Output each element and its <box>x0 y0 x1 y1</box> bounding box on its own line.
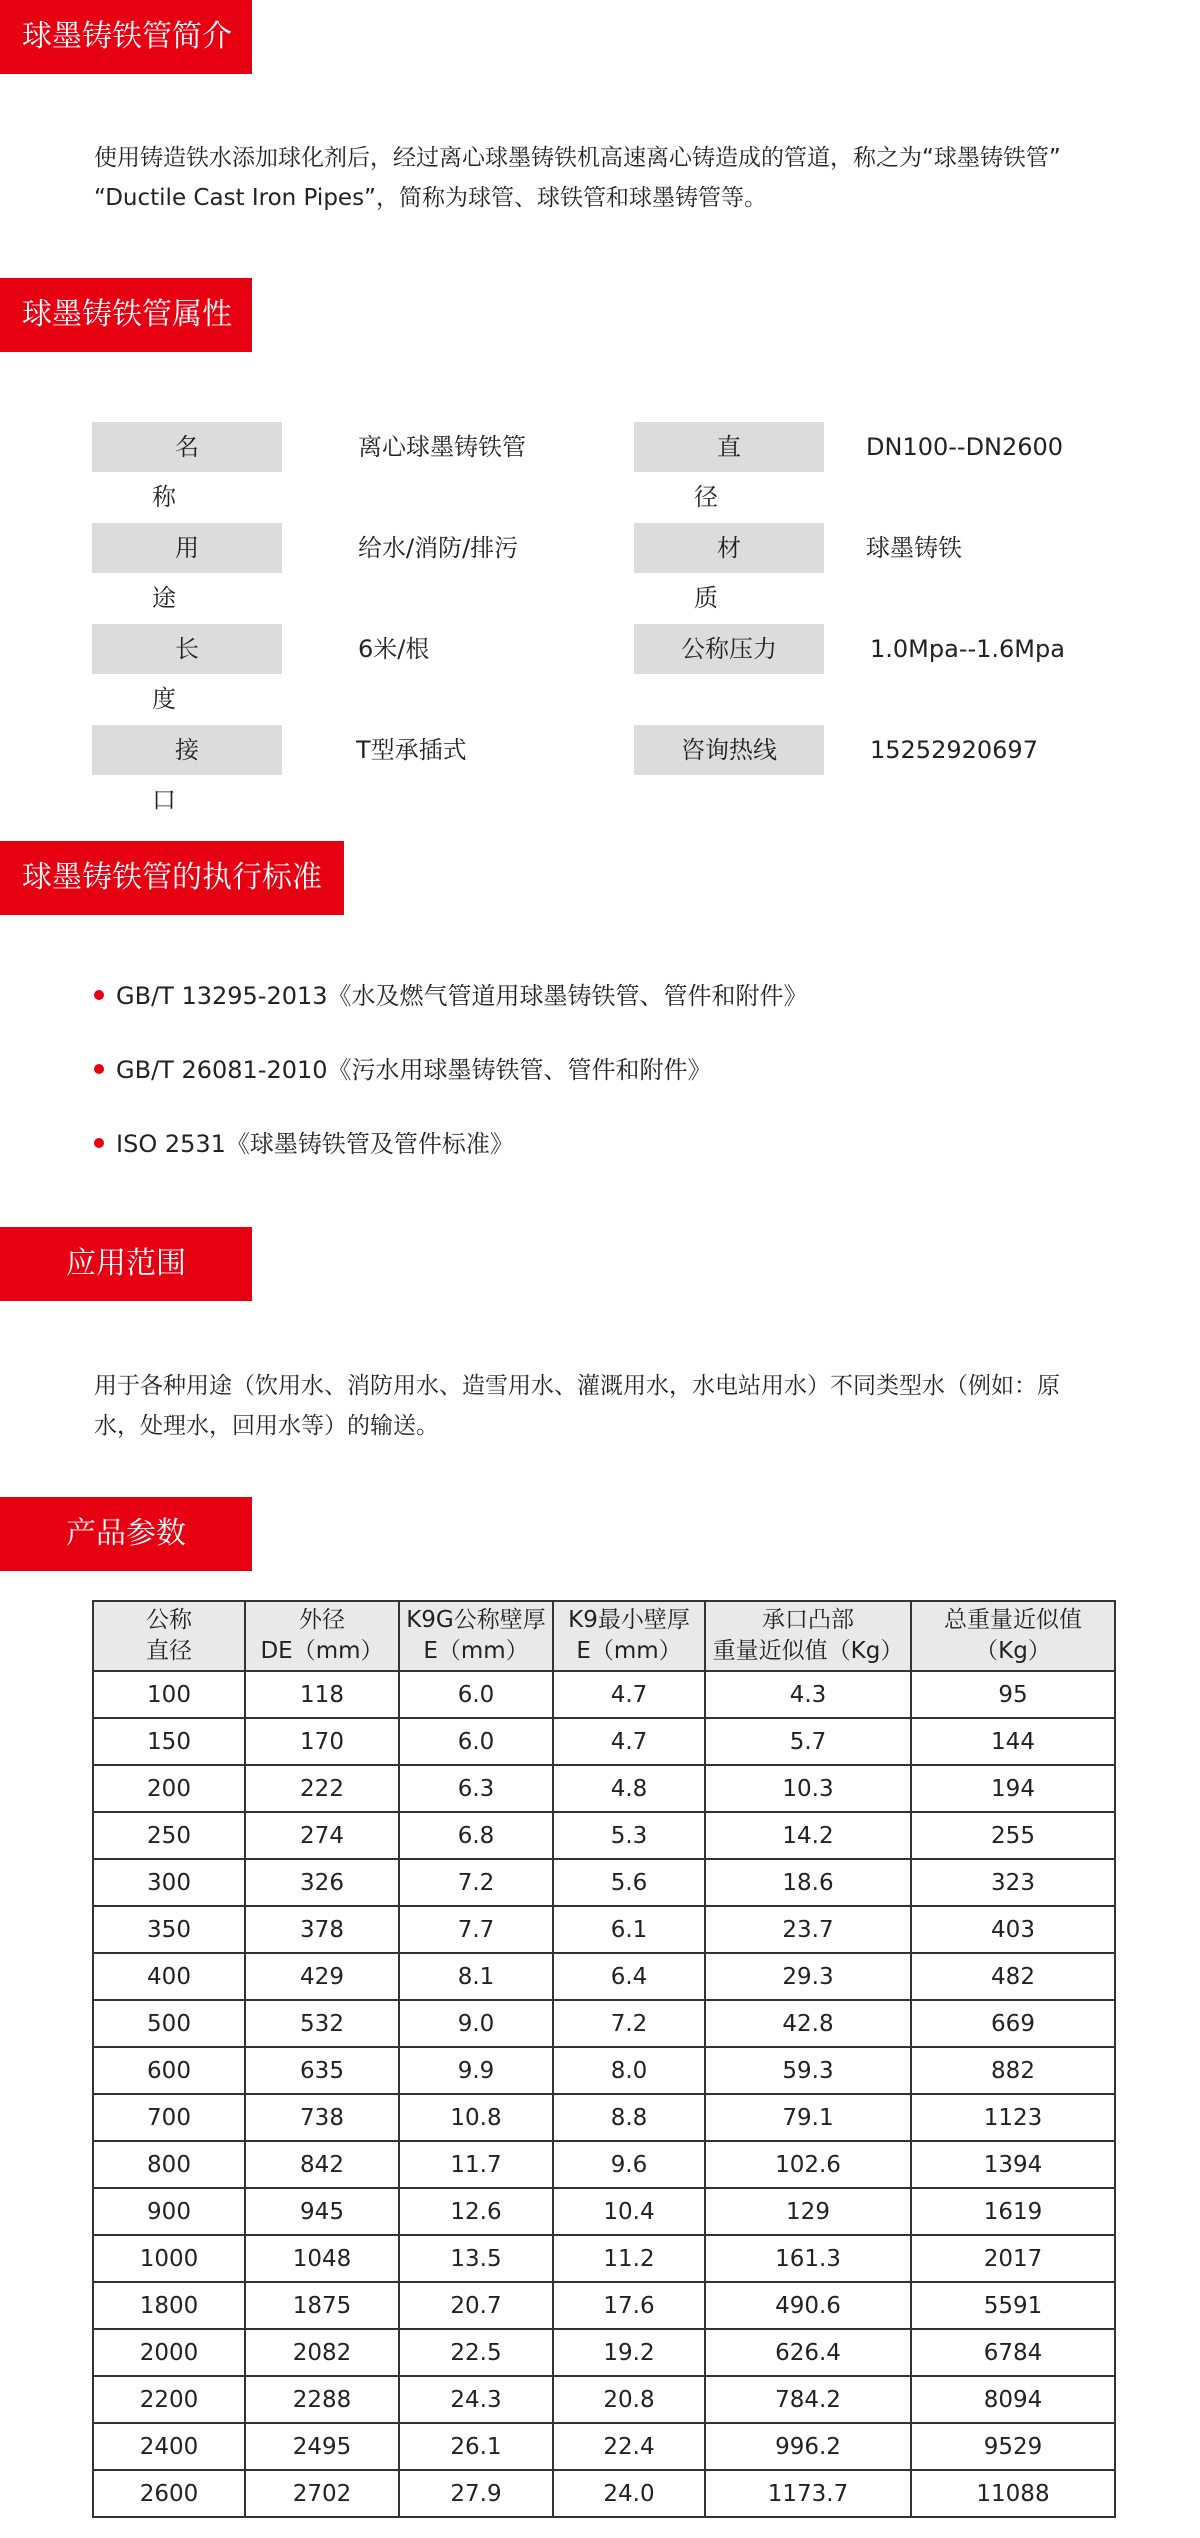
table-cell: 19.2 <box>553 2329 705 2376</box>
application-line-1: 用于各种用途（饮用水、消防用水、造雪用水、灌溉用水，水电站用水）不同类型水（例如：原 <box>94 1373 1060 1399</box>
column-header: 外径 DE（mm） <box>245 1601 399 1671</box>
table-cell: 4.7 <box>553 1718 705 1765</box>
table-cell: 29.3 <box>705 1953 911 2000</box>
table-cell: 10.4 <box>553 2188 705 2235</box>
attr-label-pressure: 公称压力 <box>634 624 824 674</box>
attr-label-joint: 接 口 <box>92 725 282 775</box>
attr-value-material: 球墨铸铁 <box>866 534 962 562</box>
attr-value-diameter: DN100--DN2600 <box>866 433 1064 461</box>
table-cell: 8.1 <box>399 1953 553 2000</box>
table-cell: 22.4 <box>553 2423 705 2470</box>
table-cell: 482 <box>911 1953 1115 2000</box>
table-cell: 996.2 <box>705 2423 911 2470</box>
section-header-intro: 球墨铸铁管简介 <box>0 0 252 74</box>
table-row <box>93 2282 1115 2329</box>
table-cell: 102.6 <box>705 2141 911 2188</box>
table-cell: 4.7 <box>553 1671 705 1718</box>
table-cell: 6.0 <box>399 1671 553 1718</box>
table-row <box>93 1718 1115 1765</box>
table-row <box>93 1953 1115 2000</box>
table-cell: 490.6 <box>705 2282 911 2329</box>
table-cell: 6.1 <box>553 1906 705 1953</box>
table-row <box>93 2423 1115 2470</box>
table-cell: 1875 <box>245 2282 399 2329</box>
intro-line-1: 使用铸造铁水添加球化剂后，经过离心球墨铸铁机高速离心铸造成的管道，称之为“球墨铸铁管” <box>94 145 1061 171</box>
table-cell: 17.6 <box>553 2282 705 2329</box>
table-cell: 9.6 <box>553 2141 705 2188</box>
column-header: 承口凸部 重量近似值（Kg） <box>705 1601 911 1671</box>
table-row <box>93 1906 1115 1953</box>
table-row <box>93 2000 1115 2047</box>
table-cell: 9.0 <box>399 2000 553 2047</box>
table-cell: 6.0 <box>399 1718 553 1765</box>
attr-label-diameter: 直 径 <box>634 422 824 472</box>
table-row <box>93 1765 1115 1812</box>
table-cell: 13.5 <box>399 2235 553 2282</box>
table-cell: 24.0 <box>553 2470 705 2517</box>
table-cell: 6784 <box>911 2329 1115 2376</box>
attr-value-length: 6米/根 <box>358 635 430 663</box>
table-cell: 2495 <box>245 2423 399 2470</box>
attr-value-name: 离心球墨铸铁管 <box>358 433 526 461</box>
section-header-standards: 球墨铸铁管的执行标准 <box>0 841 344 915</box>
table-cell: 6.8 <box>399 1812 553 1859</box>
table-row <box>93 1859 1115 1906</box>
table-cell: 18.6 <box>705 1859 911 1906</box>
table-cell: 600 <box>93 2047 245 2094</box>
table-cell: 274 <box>245 1812 399 1859</box>
table-cell: 100 <box>93 1671 245 1718</box>
table-row <box>93 2329 1115 2376</box>
table-cell: 800 <box>93 2141 245 2188</box>
table-cell: 300 <box>93 1859 245 1906</box>
table-header-row <box>93 1601 1115 1671</box>
section-header-parameters: 产品参数 <box>0 1497 252 1571</box>
table-cell: 4.3 <box>705 1671 911 1718</box>
table-cell: 11.7 <box>399 2141 553 2188</box>
table-cell: 4.8 <box>553 1765 705 1812</box>
intro-paragraph <box>94 138 1124 218</box>
table-cell: 2082 <box>245 2329 399 2376</box>
attr-label-length: 长 度 <box>92 624 282 674</box>
table-cell: 10.8 <box>399 2094 553 2141</box>
table-cell: 626.4 <box>705 2329 911 2376</box>
table-cell: 1394 <box>911 2141 1115 2188</box>
attr-label-hotline: 咨询热线 <box>634 725 824 775</box>
parameters-table <box>92 1600 1116 2518</box>
bullet-icon <box>94 1064 104 1074</box>
table-cell: 350 <box>93 1906 245 1953</box>
attr-value-pressure: 1.0Mpa--1.6Mpa <box>870 635 1065 663</box>
table-cell: 9529 <box>911 2423 1115 2470</box>
table-cell: 1000 <box>93 2235 245 2282</box>
application-line-2: 水，处理水，回用水等）的输送。 <box>94 1413 439 1439</box>
column-header: 公称 直径 <box>93 1601 245 1671</box>
table-cell: 12.6 <box>399 2188 553 2235</box>
table-cell: 10.3 <box>705 1765 911 1812</box>
table-cell: 22.5 <box>399 2329 553 2376</box>
table-cell: 1800 <box>93 2282 245 2329</box>
table-cell: 5591 <box>911 2282 1115 2329</box>
table-cell: 11088 <box>911 2470 1115 2517</box>
table-cell: 250 <box>93 1812 245 1859</box>
table-cell: 7.7 <box>399 1906 553 1953</box>
table-cell: 118 <box>245 1671 399 1718</box>
table-cell: 8.0 <box>553 2047 705 2094</box>
table-row <box>93 2188 1115 2235</box>
table-cell: 9.9 <box>399 2047 553 2094</box>
table-cell: 7.2 <box>553 2000 705 2047</box>
attr-value-hotline[interactable]: 15252920697 <box>870 736 1038 764</box>
table-row <box>93 1671 1115 1718</box>
table-cell: 8.8 <box>553 2094 705 2141</box>
table-row <box>93 2094 1115 2141</box>
table-cell: 400 <box>93 1953 245 2000</box>
table-cell: 882 <box>911 2047 1115 2094</box>
table-cell: 700 <box>93 2094 245 2141</box>
table-cell: 5.6 <box>553 1859 705 1906</box>
standard-text: GB/T 26081-2010《污水用球墨铸铁管、管件和附件》 <box>116 1056 712 1084</box>
standard-item <box>94 1050 712 1090</box>
table-cell: 945 <box>245 2188 399 2235</box>
standard-text: GB/T 13295-2013《水及燃气管道用球墨铸铁管、管件和附件》 <box>116 982 808 1010</box>
table-cell: 842 <box>245 2141 399 2188</box>
table-cell: 2400 <box>93 2423 245 2470</box>
section-header-properties: 球墨铸铁管属性 <box>0 278 252 352</box>
table-cell: 784.2 <box>705 2376 911 2423</box>
table-cell: 20.8 <box>553 2376 705 2423</box>
table-cell: 2017 <box>911 2235 1115 2282</box>
bullet-icon <box>94 990 104 1000</box>
table-cell: 900 <box>93 2188 245 2235</box>
intro-line-2: “Ductile Cast Iron Pipes”，简称为球管、球铁管和球墨铸管等。 <box>94 185 767 211</box>
table-cell: 200 <box>93 1765 245 1812</box>
table-cell: 24.3 <box>399 2376 553 2423</box>
bullet-icon <box>94 1138 104 1148</box>
table-row <box>93 2047 1115 2094</box>
attr-label-name: 名 称 <box>92 422 282 472</box>
table-cell: 59.3 <box>705 2047 911 2094</box>
table-cell: 1619 <box>911 2188 1115 2235</box>
table-cell: 2702 <box>245 2470 399 2517</box>
table-cell: 255 <box>911 1812 1115 1859</box>
table-cell: 738 <box>245 2094 399 2141</box>
section-header-application: 应用范围 <box>0 1227 252 1301</box>
application-paragraph <box>94 1366 1124 1446</box>
table-cell: 532 <box>245 2000 399 2047</box>
table-cell: 5.7 <box>705 1718 911 1765</box>
table-row <box>93 2376 1115 2423</box>
table-cell: 27.9 <box>399 2470 553 2517</box>
table-cell: 2600 <box>93 2470 245 2517</box>
table-cell: 11.2 <box>553 2235 705 2282</box>
table-cell: 323 <box>911 1859 1115 1906</box>
table-cell: 5.3 <box>553 1812 705 1859</box>
table-cell: 79.1 <box>705 2094 911 2141</box>
attr-value-usage: 给水/消防/排污 <box>358 534 519 562</box>
table-cell: 6.3 <box>399 1765 553 1812</box>
table-cell: 222 <box>245 1765 399 1812</box>
table-row <box>93 1812 1115 1859</box>
attr-label-usage: 用 途 <box>92 523 282 573</box>
table-cell: 2288 <box>245 2376 399 2423</box>
table-cell: 23.7 <box>705 1906 911 1953</box>
table-cell: 129 <box>705 2188 911 2235</box>
table-cell: 669 <box>911 2000 1115 2047</box>
table-cell: 1123 <box>911 2094 1115 2141</box>
table-cell: 8094 <box>911 2376 1115 2423</box>
table-cell: 95 <box>911 1671 1115 1718</box>
table-cell: 42.8 <box>705 2000 911 2047</box>
table-cell: 6.4 <box>553 1953 705 2000</box>
column-header: K9G公称壁厚 E（mm） <box>399 1601 553 1671</box>
table-cell: 20.7 <box>399 2282 553 2329</box>
table-cell: 326 <box>245 1859 399 1906</box>
table-cell: 161.3 <box>705 2235 911 2282</box>
table-cell: 1048 <box>245 2235 399 2282</box>
table-cell: 144 <box>911 1718 1115 1765</box>
table-cell: 7.2 <box>399 1859 553 1906</box>
table-cell: 2000 <box>93 2329 245 2376</box>
table-cell: 403 <box>911 1906 1115 1953</box>
standard-text: ISO 2531《球墨铸铁管及管件标准》 <box>116 1130 514 1158</box>
table-cell: 378 <box>245 1906 399 1953</box>
table-row <box>93 2235 1115 2282</box>
table-cell: 14.2 <box>705 1812 911 1859</box>
table-cell: 2200 <box>93 2376 245 2423</box>
attr-value-joint: T型承插式 <box>356 736 467 764</box>
table-cell: 194 <box>911 1765 1115 1812</box>
column-header: 总重量近似值 （Kg） <box>911 1601 1115 1671</box>
table-cell: 500 <box>93 2000 245 2047</box>
standard-item <box>94 1124 514 1164</box>
table-row <box>93 2470 1115 2517</box>
table-cell: 150 <box>93 1718 245 1765</box>
standard-item <box>94 976 808 1016</box>
table-row <box>93 2141 1115 2188</box>
attr-label-material: 材 质 <box>634 523 824 573</box>
table-cell: 1173.7 <box>705 2470 911 2517</box>
table-cell: 635 <box>245 2047 399 2094</box>
table-cell: 26.1 <box>399 2423 553 2470</box>
table-cell: 170 <box>245 1718 399 1765</box>
table-cell: 429 <box>245 1953 399 2000</box>
column-header: K9最小壁厚 E（mm） <box>553 1601 705 1671</box>
